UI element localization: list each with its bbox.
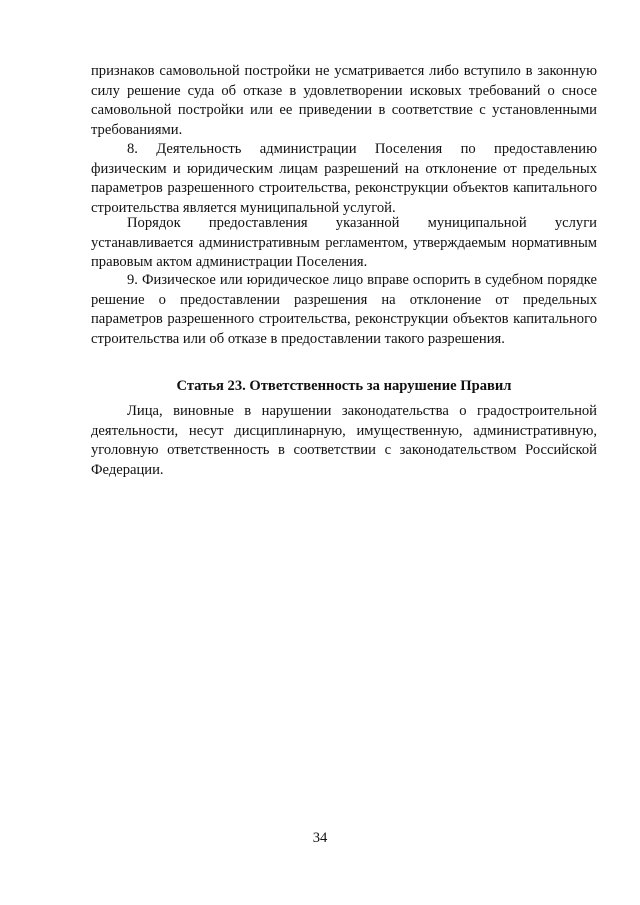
paragraph-procedure: Порядок предоставления указанной муниципальной услуги устанавливается административным регламентом, утверждаемым нормативным правовым актом администрации Поселения. [91,215,597,271]
article-paragraph: Лица, виновные в нарушении законодательства о градостроительной деятельности, несут дисциплинарную, имущественную, административную, уголовную ответственность в соответствии с законодательством Российской Федерации. [91,403,597,478]
page-number: 34 [312,830,328,846]
paragraph-continuation: признаков самовольной постройки не усматривается либо вступило в законную силу решение суда об отказе в удовлетворении исковых требований о сносе самовольной постройки или ее приведении в соответствие с установленными требованиями. [91,63,597,138]
paragraph-item-9: 9. Физическое или юридическое лицо вправе оспорить в судебном порядке решение о предоставлении разрешения на отклонение от предельных параметров разрешенного строительства, реконструкции объектов капитального строительства или об отказе в предоставлении такого разрешения. [91,272,597,347]
article-heading: Статья 23. Ответственность за нарушение Правил [176,378,512,394]
paragraph-item-8: 8. Деятельность администрации Поселения по предоставлению физическим и юридическим лицам разрешений на отклонение от предельных параметров разрешенного строительства, реконструкции объектов капитального строительства является муниципальной услугой. [91,141,597,216]
